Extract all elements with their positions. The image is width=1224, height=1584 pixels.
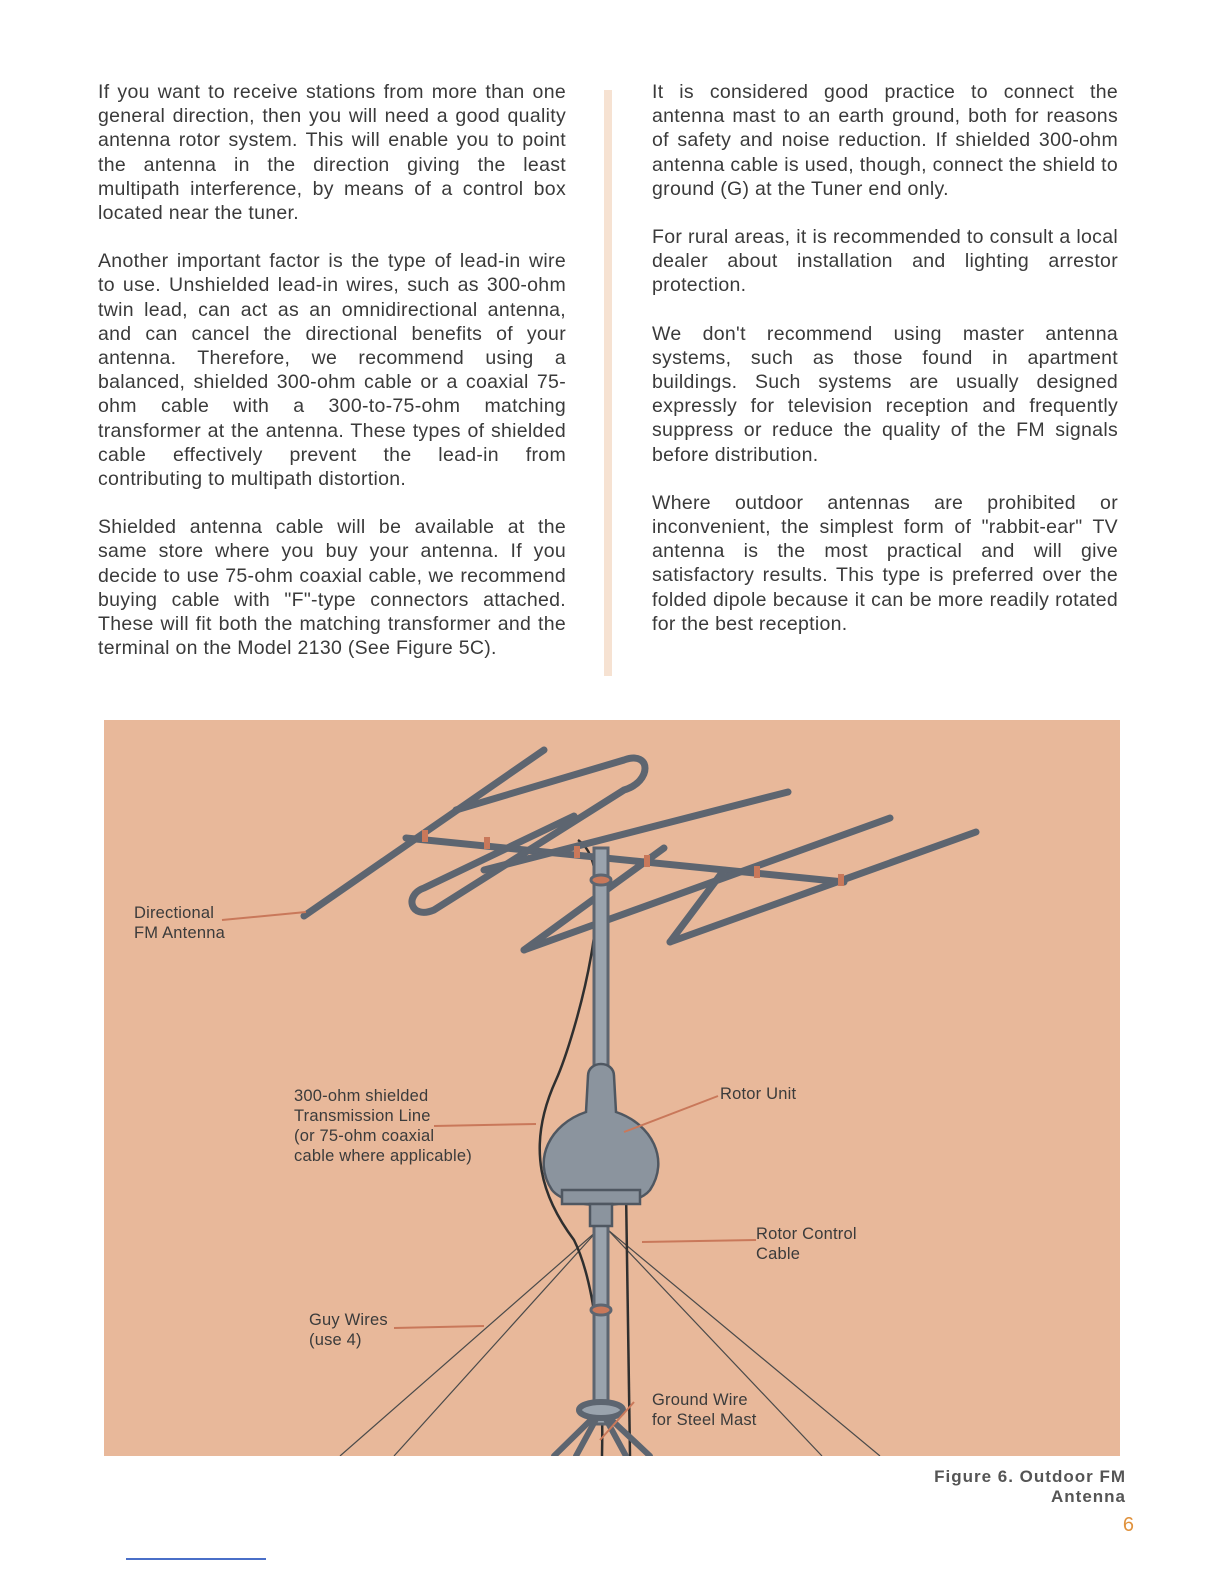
footer-rule [126,1558,266,1560]
right-text-column [652,80,1118,660]
left-text-column [98,80,566,684]
label-rotor-unit: Rotor Unit [720,1085,797,1103]
left-paragraph-shielded-cable: Shielded antenna cable will be available at the same store where you buy your antenna. If you decide to use 75-ohm coaxial cable, we recommend buying cable with "F"-type connectors attached. These will fit both the matching transformer and the terminal on the Model 2130 (See Figure 5C). [98,516,566,660]
antenna-elements [304,750,976,950]
callout-leaders [222,912,756,1440]
right-paragraph-grounding: It is considered good practice to connect the antenna mast to an earth ground, both for reasons of safety and noise reduction. If shielded 300-ohm antenna cable is used, though, connect the shield to ground (G) at the Tuner end only. [652,81,1118,200]
label-rotor-control-cable: Rotor Control Cable [756,1225,857,1263]
right-paragraph-rural: For rural areas, it is recommended to consult a local dealer about installation and lighting arrestor protection. [652,226,1118,297]
label-directional-fm-antenna: Directional FM Antenna [134,904,225,942]
right-paragraph-rabbit-ear: Where outdoor antennas are prohibited or inconvenient, the simplest form of "rabbit-ear" TV antenna is the most practical and will give satisfactory results. This type is preferred over the folded dipole because it can be more readily rotated for the best reception. [652,491,1118,635]
label-ground-wire: Ground Wire for Steel Mast [652,1391,757,1429]
right-paragraph-master-antenna: We don't recommend using master antenna systems, such as those found in apartment buildings. Such systems are usually designed expressly for television reception and frequently suppress or reduce the quality of the FM signals before distribution. [652,322,1118,466]
antenna-figure [104,720,1120,1456]
page-number: 6 [1122,1514,1134,1536]
rotor-unit [544,1064,659,1226]
figure-caption: Figure 6. Outdoor FM Antenna [934,1467,1126,1506]
left-paragraph-rotor: If you want to receive stations from more than one general direction, then you will need a good quality antenna rotor system. This will enable you to point the antenna in the direction giving the least multipath interference, by means of a control box located near the tuner. [98,81,566,225]
antenna-illustration [104,720,1120,1456]
label-transmission-line: 300-ohm shielded Transmission Line (or 75-ohm coaxial cable where applicable) [294,1087,472,1165]
left-paragraph-lead-in: Another important factor is the type of lead-in wire to use. Unshielded lead-in wires, such as 300-ohm twin lead, can act as an omnidirectional antenna, and can cancel the directional benefits of your antenna. Therefore, we recommend using a balanced, shielded 300-ohm cable or a coaxial 75-ohm cable with a 300-to-75-ohm matching transformer at the antenna. These types of shielded cable effectively prevent the lead-in from contributing to multipath distortion. [98,250,566,491]
column-divider [604,90,612,676]
label-guy-wires: Guy Wires (use 4) [309,1311,388,1349]
